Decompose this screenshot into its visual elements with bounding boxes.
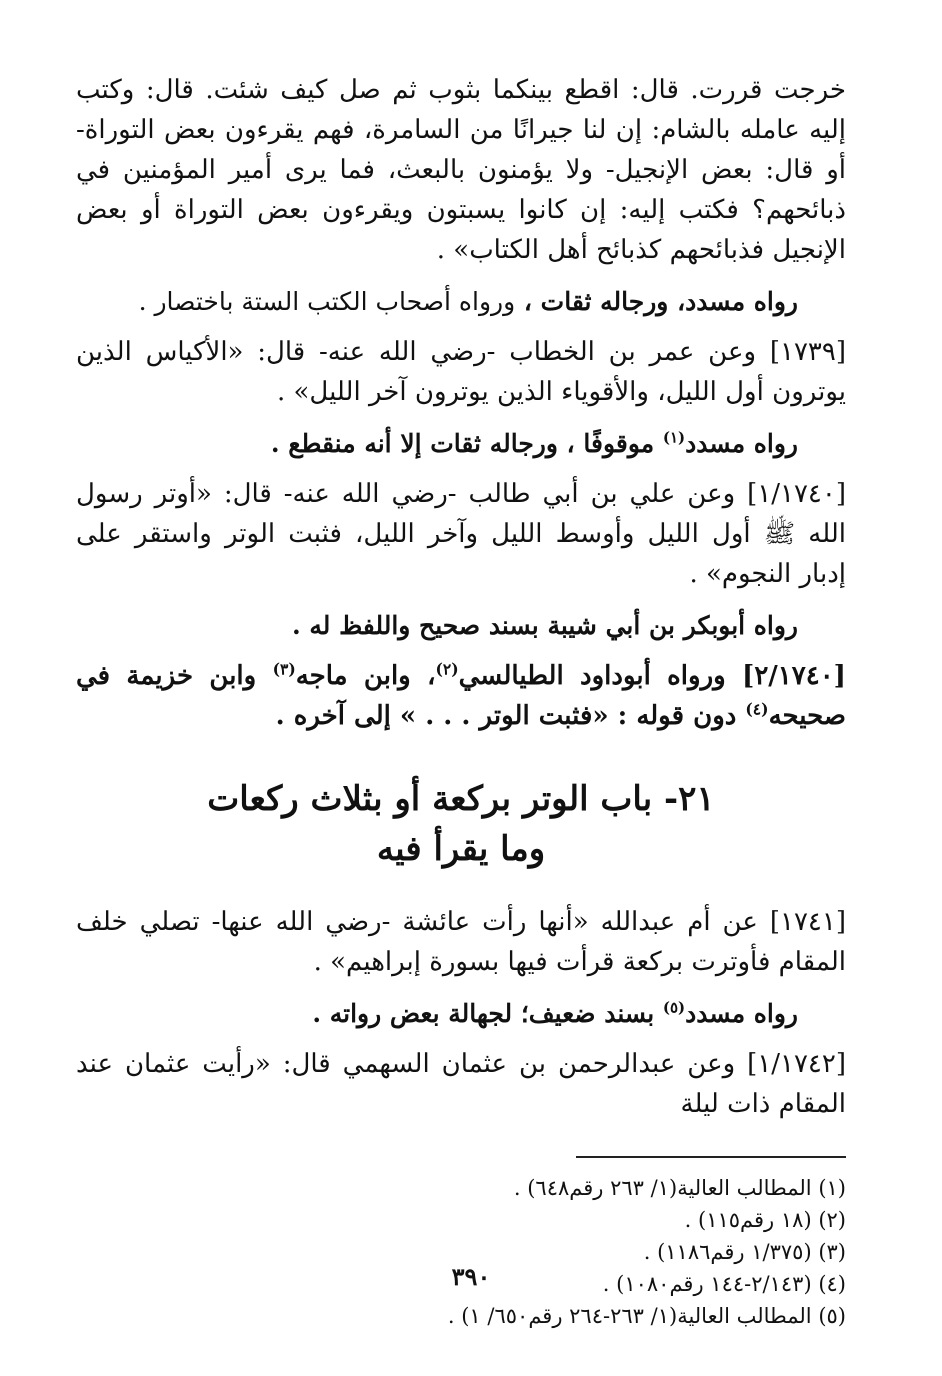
hadith-1742-1 [76, 1044, 846, 1124]
source-text: رواه مسدد [685, 999, 798, 1028]
source-text: رواه مسدد [685, 429, 798, 458]
hadith-text: ، وابن ماجه [295, 661, 436, 691]
hadith-number: [١/١٧٤٠] [747, 479, 847, 509]
hadith-1741 [76, 902, 846, 982]
footnote-separator [576, 1156, 846, 1158]
footnote: (٢) (١٨ رقم١١٥) . [684, 1208, 846, 1232]
footnote-marker: (١) [662, 428, 686, 447]
footnote-marker: (٢) [435, 659, 459, 679]
hadith-text: عن أم عبدالله «أنها رأت عائشة -رضي الله عنها- تصلي خلف المقام فأوترت بركعة قرأت فيها بسورة إبراهيم» . [76, 907, 846, 977]
hadith-1740-2 [76, 656, 846, 736]
chapter-title-line1: ٢١- باب الوتر بركعة أو بثلاث ركعات [207, 779, 715, 819]
hadith-number: [٢/١٧٤٠] [742, 661, 846, 691]
source-note [76, 424, 798, 464]
source-bold: رواه مسدد، ورجاله ثقات ، [523, 287, 798, 316]
page-number: ٣٩٠ [451, 1262, 491, 1291]
hadith-1739 [76, 332, 846, 412]
hadith-text: وابن خزيمة في صحيحه [76, 661, 846, 731]
source-note [76, 994, 798, 1034]
paragraph-text: خرجت قررت. قال: اقطع بينكما بثوب ثم صل كيف شئت. قال: وكتب إليه عامله بالشام: إن لنا جيرانًا من السامرة، فهم يقرءون بعض التوراة- أو قال: بعض الإنجيل- ولا يؤمنون بالبعث، فما يرى أمير المؤمنين في ذبائحهم؟ فكتب إليه: إن كانوا يسبتون ويقرءون بعض التوراة أو بعض الإنجيل فذبائحهم كذبائح أهل الكتاب» . [76, 75, 846, 265]
source-text: موقوفًا ، ورجاله ثقات إلا أنه منقطع . [270, 429, 655, 458]
source-note [76, 606, 798, 646]
footnote-marker: (٤) [745, 699, 769, 719]
source-text: رواه أبوبكر بن أبي شيبة بسند صحيح واللفظ له . [291, 611, 798, 640]
footnote: (١) المطالب العالية(١/ ٢٦٣ رقم٦٤٨) . [513, 1176, 846, 1200]
paragraph-continuation [76, 70, 846, 270]
footnote-marker: (٣) [272, 659, 296, 679]
source-text: ورواه أصحاب الكتب الستة باختصار . [138, 287, 516, 316]
hadith-text: وعن علي بن أبي طالب -رضي الله عنه- قال: «أوتر رسول الله ﷺ أول الليل وأوسط الليل وآخر الليل، فثبت الوتر واستقر على إدبار النجوم» . [76, 479, 846, 589]
source-text: بسند ضعيف؛ لجهالة بعض رواته . [312, 999, 655, 1028]
hadith-text: وعن عبدالرحمن بن عثمان السهمي قال: «رأيت عثمان عند المقام ذات ليلة [76, 1049, 846, 1119]
chapter-heading [76, 774, 846, 874]
hadith-number: [١٧٤١] [769, 907, 847, 937]
footnote: (٤) (٢/١٤٣-١٤٤ رقم١٠٨٠) . [602, 1272, 846, 1296]
footnote: (٣) (١/٣٧٥ رقم١١٨٦) . [643, 1240, 846, 1264]
source-note [76, 282, 798, 322]
hadith-1740-1 [76, 474, 846, 594]
hadith-text: دون قوله : «فثبت الوتر . . . » إلى آخره . [275, 701, 737, 731]
footnote: (٥) المطالب العالية(١/ ٢٦٣-٢٦٤ رقم٦٥٠/ ١) . [447, 1304, 846, 1328]
hadith-text: وعن عمر بن الخطاب -رضي الله عنه- قال: «الأكياس الذين يوترون أول الليل، والأقوياء الذين يوترون آخر الليل» . [76, 337, 846, 407]
footnote-marker: (٥) [662, 998, 686, 1017]
chapter-title-line2: وما يقرأ فيه [376, 829, 546, 869]
hadith-text: ورواه أبوداود الطيالسي [458, 661, 726, 691]
hadith-number: [١٧٣٩] [769, 337, 846, 367]
hadith-number: [١/١٧٤٢] [747, 1049, 847, 1079]
